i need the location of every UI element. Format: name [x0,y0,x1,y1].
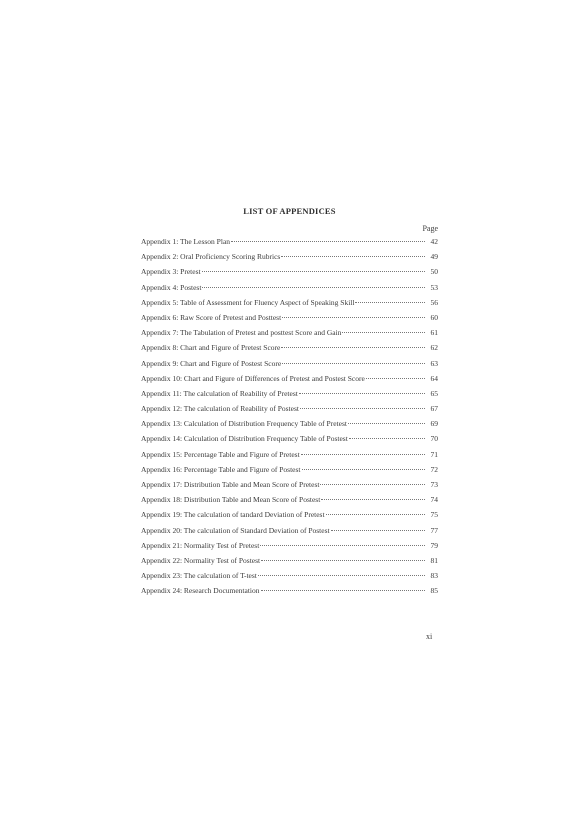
appendix-entry [141,283,438,298]
appendix-entry [141,374,438,389]
dot-leader [355,302,425,303]
appendix-label: Appendix 15: Percentage Table and Figure of Pretest [141,449,300,459]
dot-leader [342,332,425,333]
appendix-page-number: 60 [430,312,438,322]
appendix-page-number: 67 [430,404,438,414]
appendix-label: Appendix 12: The calculation of Reability of Postest [141,404,299,414]
dot-leader [261,590,425,591]
appendix-entry [141,252,438,267]
page-column-header: Page [422,224,438,233]
appendix-label: Appendix 23: The calculation of T-test [141,571,257,581]
dot-leader [331,530,425,531]
appendix-entry [141,510,438,525]
dot-leader [231,241,425,242]
appendix-page-number: 69 [430,419,438,429]
appendix-page-number: 85 [430,586,438,596]
appendix-label: Appendix 24: Research Documentation [141,586,260,596]
appendix-page-number: 56 [430,297,438,307]
appendix-page-number: 79 [430,540,438,550]
appendix-entry [141,480,438,495]
appendix-page-number: 63 [430,358,438,368]
dot-leader [202,287,425,288]
appendix-entry [141,267,438,282]
appendix-label: Appendix 8: Chart and Figure of Pretest Score [141,343,281,353]
appendix-page-number: 61 [430,328,438,338]
appendix-label: Appendix 19: The calculation of tandard Deviation of Pretest [141,510,325,520]
appendix-label: Appendix 20: The calculation of Standard Deviation of Postest [141,525,330,535]
appendix-label: Appendix 6: Raw Score of Pretest and Posttest [141,312,282,322]
appendix-entry [141,359,438,374]
dot-leader [261,560,425,561]
dot-leader [281,256,425,257]
appendix-entry [141,328,438,343]
appendix-entry [141,556,438,571]
appendix-entry [141,313,438,328]
appendix-page-number: 62 [430,343,438,353]
dot-leader [326,514,425,515]
appendix-page-number: 83 [430,571,438,581]
dot-leader [349,438,425,439]
page-number: xi [426,632,433,641]
appendix-entry [141,434,438,449]
appendix-page-number: 53 [430,282,438,292]
dot-leader [321,499,425,500]
appendix-page-number: 49 [430,252,438,262]
appendix-entry [141,389,438,404]
appendix-page-number: 70 [430,434,438,444]
dot-leader [302,469,425,470]
dot-leader [281,347,425,348]
dot-leader [258,575,425,576]
dot-leader [320,484,425,485]
appendix-entry [141,404,438,419]
appendix-label: Appendix 10: Chart and Figure of Differences of Pretest and Postest Score [141,373,365,383]
appendix-label: Appendix 13: Calculation of Distribution Frequency Table of Pretest [141,419,347,429]
appendix-label: Appendix 2: Oral Proficiency Scoring Rubrics [141,252,281,262]
appendix-page-number: 73 [430,480,438,489]
appendix-label: Appendix 21: Normality Test of Pretest [141,540,260,550]
appendix-entry [141,526,438,541]
dot-leader [202,271,425,272]
appendix-entry [141,419,438,434]
appendix-entry [141,450,438,465]
appendix-page-number: 42 [430,237,438,246]
appendix-label: Appendix 22: Normality Test of Postest [141,555,261,565]
appendix-page-number: 65 [430,388,438,398]
dot-leader [282,317,425,318]
appendix-page-number: 64 [430,373,438,383]
appendix-page-number: 75 [430,510,438,520]
dot-leader [366,378,425,379]
appendix-label: Appendix 7: The Tabulation of Pretest and posttest Score and Gain [141,328,342,338]
appendix-label: Appendix 1: The Lesson Plan [141,237,231,246]
appendix-page-number: 50 [430,267,438,277]
appendix-page-number: 71 [430,449,438,459]
appendix-entry [141,571,438,586]
appendix-label: Appendix 14: Calculation of Distribution Frequency Table of Postest [141,434,348,444]
appendix-label: Appendix 18: Distribution Table and Mean Score of Postest [141,495,321,505]
appendix-entry [141,541,438,556]
dot-leader [299,393,425,394]
appendix-list [141,237,438,602]
appendix-page-number: 77 [430,525,438,535]
page-title: LIST OF APPENDICES [243,206,336,216]
appendix-label: Appendix 17: Distribution Table and Mean Score of Pretest [141,480,320,489]
appendix-entry [141,298,438,313]
dot-leader [300,408,425,409]
dot-leader [301,454,425,455]
appendix-entry [141,495,438,510]
appendix-entry [141,465,438,480]
appendix-label: Appendix 11: The calculation of Reability of Pretest [141,388,298,398]
appendix-label: Appendix 16: Percentage Table and Figure of Postest [141,464,301,474]
appendix-label: Appendix 4: Postest [141,282,202,292]
appendix-entry [141,586,438,601]
appendix-entry [141,237,438,252]
appendix-label: Appendix 5: Table of Assessment for Fluency Aspect of Speaking Skill [141,297,355,307]
dot-leader [282,363,425,364]
appendix-label: Appendix 9: Chart and Figure of Postest Score [141,358,282,368]
appendix-page-number: 72 [430,464,438,474]
appendix-entry [141,343,438,358]
dot-leader [348,423,425,424]
appendix-page-number: 74 [430,495,438,505]
dot-leader [260,545,425,546]
appendix-label: Appendix 3: Pretest [141,267,201,277]
appendix-page-number: 81 [430,555,438,565]
